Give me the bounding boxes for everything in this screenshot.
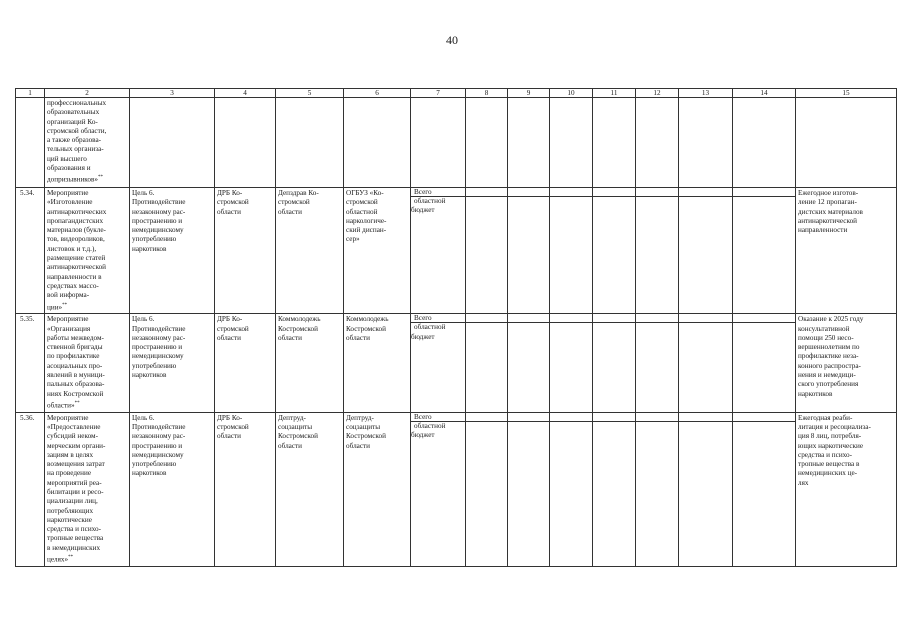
row-number: 5.35. xyxy=(16,314,45,412)
source-budget-label: областной бюджет xyxy=(411,197,446,215)
amount-cell xyxy=(679,98,733,188)
goal-cell xyxy=(130,98,215,188)
measure-name: Мероприятие «Организация работы межведом- ственной бригады по профилактике асоциальных про- явлений в муници- пальных образова- ниях Костромской области» xyxy=(47,315,105,410)
row-number: 5.34. xyxy=(16,188,45,314)
executor-cell xyxy=(276,98,344,188)
column-number: 3 xyxy=(130,89,215,98)
source-budget-line xyxy=(411,422,465,441)
coordinator-text: ДРБ Ко- стромской области xyxy=(217,189,249,216)
column-number: 9 xyxy=(508,89,550,98)
goal-text: Цель 6. Противодействие незаконному рас- пространению и немедицинскому употреблению наркотиков xyxy=(132,315,186,380)
amount-cell xyxy=(733,98,796,188)
column-number: 15 xyxy=(796,89,897,98)
amount-cell xyxy=(466,314,508,412)
amount-cell xyxy=(679,188,733,314)
goal-text: Цель 6. Противодействие незаконному рас- пространению и немедицинскому употреблению наркотиков xyxy=(132,413,186,478)
amount-divider xyxy=(466,413,507,422)
participant-cell xyxy=(344,98,411,188)
column-number: 7 xyxy=(411,89,466,98)
executor-text: Коммолодежь Костромской области xyxy=(278,315,321,342)
amount-divider xyxy=(733,413,795,422)
amount-cell xyxy=(679,412,733,566)
source-total-label: Всего xyxy=(414,188,432,196)
amount-cell xyxy=(508,98,550,188)
row-number: 5.36. xyxy=(16,412,45,566)
column-number: 11 xyxy=(593,89,636,98)
table-row xyxy=(16,314,897,412)
participant-text: ОГБУЗ «Ко- стромской областной наркологиче- ский диспан- сер» xyxy=(346,189,387,244)
amount-cell xyxy=(466,98,508,188)
footnote-mark: ** xyxy=(68,555,74,561)
amount-cell xyxy=(733,188,796,314)
result-cell xyxy=(796,188,897,314)
table-row xyxy=(16,98,897,188)
amount-divider xyxy=(593,314,635,323)
measure-name: Мероприятие «Предоставление субсидий неком- мерческим органи- зациям в целях возмещения затрат на проведение мероприятий реа- билитации и ресо- циализации лиц, потребляющих наркотические средства и психо- тропные вещества в немедицинских целях» xyxy=(47,413,106,564)
funding-source-cell xyxy=(411,188,466,314)
amount-cell xyxy=(679,314,733,412)
column-number: 8 xyxy=(466,89,508,98)
funding-source-cell xyxy=(411,412,466,566)
measure-name-cell xyxy=(45,412,130,566)
amount-cell xyxy=(550,412,593,566)
amount-cell xyxy=(508,412,550,566)
source-budget-label: областной бюджет xyxy=(411,421,446,439)
result-cell xyxy=(796,314,897,412)
column-number: 6 xyxy=(344,89,411,98)
column-number: 1 xyxy=(16,89,45,98)
coordinator-cell xyxy=(215,98,276,188)
coordinator-cell xyxy=(215,412,276,566)
footnote-mark: ** xyxy=(74,400,80,406)
amount-divider xyxy=(733,188,795,197)
executor-cell xyxy=(276,412,344,566)
table-row xyxy=(16,188,897,314)
column-number: 12 xyxy=(636,89,679,98)
goal-cell xyxy=(130,188,215,314)
measure-name-cell xyxy=(45,314,130,412)
page-number: 40 xyxy=(446,33,458,47)
column-number: 14 xyxy=(733,89,796,98)
amount-cell xyxy=(636,314,679,412)
result-text: Ежегодное изготов- ление 12 пропаган- дистских материалов антинаркотической направленности xyxy=(798,189,863,235)
executor-cell xyxy=(276,188,344,314)
source-total-label: Всего xyxy=(414,314,432,323)
executor-text: Депздрав Ко- стромской области xyxy=(278,189,319,216)
amount-cell xyxy=(550,314,593,412)
participant-cell xyxy=(344,314,411,412)
executor-cell xyxy=(276,314,344,412)
participant-text: Дептруд- соцзащиты Костромской области xyxy=(346,413,386,450)
amount-divider xyxy=(636,188,678,197)
amount-divider xyxy=(636,314,678,323)
amount-divider xyxy=(508,413,549,422)
amount-cell xyxy=(550,98,593,188)
executor-text: Дептруд- соцзащиты Костромской области xyxy=(278,413,318,450)
column-number: 13 xyxy=(679,89,733,98)
participant-cell xyxy=(344,412,411,566)
measure-name: профессиональных образовательных организаций Ко- стромской области, а также образова- тельных организа- ций высшего образования и допризывников» xyxy=(47,99,107,184)
amount-divider xyxy=(636,413,678,422)
result-cell xyxy=(796,412,897,566)
result-cell xyxy=(796,98,897,188)
coordinator-cell xyxy=(215,188,276,314)
amount-cell xyxy=(636,412,679,566)
amount-divider xyxy=(550,188,592,197)
funding-source-cell xyxy=(411,314,466,412)
amount-cell xyxy=(466,188,508,314)
result-text: Оказание к 2025 году консультативной помощи 250 несо- вершеннолетним по профилактике неза- конного распростра- нения и немедици- ского употребления наркотиков xyxy=(798,315,864,398)
amount-divider xyxy=(508,188,549,197)
measure-name: Мероприятие «Изготовление антинаркотических пропагандистских материалов (букле- тов, видеороликов, листовок и т.д.), размещение статей антинаркотической направленности в средствах массо- вой информа- ции» xyxy=(47,189,107,311)
amount-divider xyxy=(550,413,592,422)
amount-divider xyxy=(679,188,732,197)
source-total-line xyxy=(411,314,465,323)
amount-divider xyxy=(593,413,635,422)
amount-divider xyxy=(593,188,635,197)
amount-cell xyxy=(550,188,593,314)
measure-name-cell xyxy=(45,98,130,188)
participant-text: Коммолодежь Костромской области xyxy=(346,315,389,342)
amount-divider xyxy=(733,314,795,323)
amount-divider xyxy=(466,188,507,197)
amount-divider xyxy=(508,314,549,323)
participant-cell xyxy=(344,188,411,314)
source-budget-line xyxy=(411,197,465,216)
amount-cell xyxy=(593,412,636,566)
source-budget-label: областной бюджет xyxy=(411,323,446,341)
source-total-line xyxy=(411,413,465,422)
amount-cell xyxy=(593,188,636,314)
amount-cell xyxy=(593,314,636,412)
source-total-line xyxy=(411,188,465,197)
amount-cell xyxy=(508,314,550,412)
source-total-label: Всего xyxy=(414,412,432,421)
amount-cell xyxy=(733,314,796,412)
source-budget-line xyxy=(411,323,465,342)
column-number: 5 xyxy=(276,89,344,98)
amount-cell xyxy=(466,412,508,566)
column-number: 4 xyxy=(215,89,276,98)
program-table xyxy=(15,88,897,567)
table-row xyxy=(16,412,897,566)
amount-divider xyxy=(466,314,507,323)
coordinator-cell xyxy=(215,314,276,412)
result-text: Ежегодная реаби- литация и ресоциализа- ция 8 лиц, потребля- ющих наркотические средства и психо- тропные вещества в немедицинских це- лях xyxy=(798,413,871,487)
amount-cell xyxy=(636,98,679,188)
column-number: 2 xyxy=(45,89,130,98)
amount-cell xyxy=(508,188,550,314)
footnote-mark: ** xyxy=(98,175,103,181)
funding-source-cell xyxy=(411,98,466,188)
column-number-row xyxy=(16,89,897,98)
goal-text: Цель 6. Противодействие незаконному рас- пространению и немедицинскому употреблению наркотиков xyxy=(132,189,186,253)
amount-divider xyxy=(679,413,732,422)
amount-divider xyxy=(679,314,732,323)
amount-divider xyxy=(550,314,592,323)
column-number: 10 xyxy=(550,89,593,98)
amount-cell xyxy=(593,98,636,188)
measure-name-cell xyxy=(45,188,130,314)
amount-cell xyxy=(636,188,679,314)
footnote-mark: ** xyxy=(62,302,68,308)
goal-cell xyxy=(130,314,215,412)
coordinator-text: ДРБ Ко- стромской области xyxy=(217,315,249,342)
goal-cell xyxy=(130,412,215,566)
coordinator-text: ДРБ Ко- стромской области xyxy=(217,413,249,441)
amount-cell xyxy=(733,412,796,566)
row-number xyxy=(16,98,45,188)
